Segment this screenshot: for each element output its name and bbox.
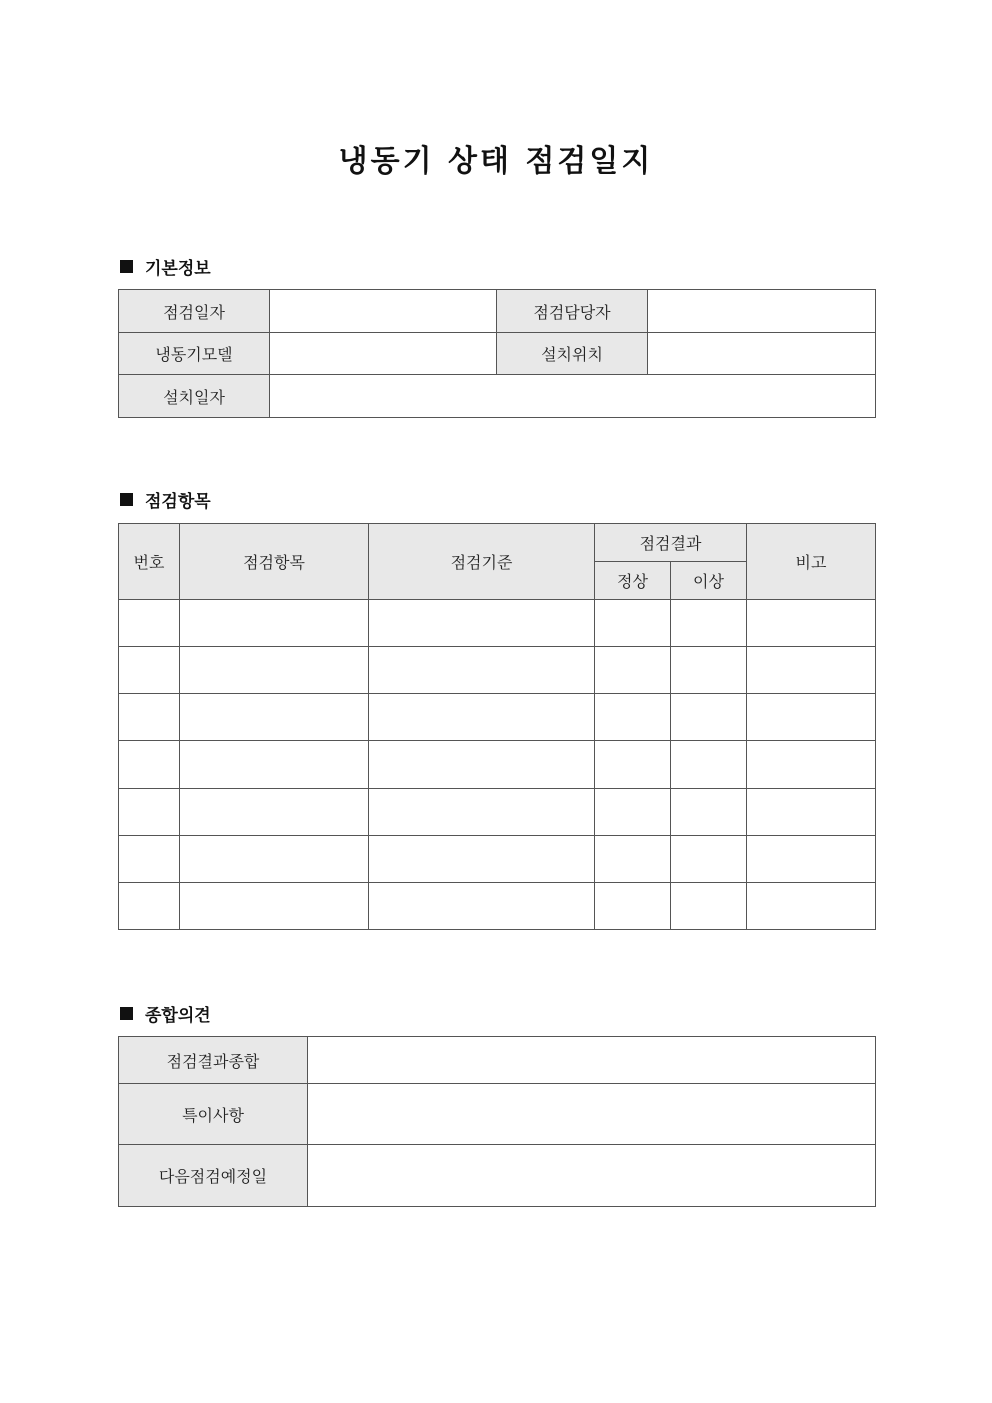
col-normal-header: 정상	[595, 562, 671, 600]
item-cell[interactable]	[180, 647, 369, 694]
abnormal-cell[interactable]	[671, 836, 747, 883]
install-date-label: 설치일자	[119, 375, 270, 418]
inspector-field[interactable]	[648, 290, 876, 333]
table-row	[119, 694, 876, 741]
number-cell[interactable]	[119, 647, 180, 694]
square-bullet-icon	[120, 1007, 133, 1020]
criteria-cell[interactable]	[369, 600, 595, 647]
model-field[interactable]	[270, 333, 497, 375]
item-cell[interactable]	[180, 836, 369, 883]
normal-cell[interactable]	[595, 600, 671, 647]
inspector-label: 점검담당자	[497, 290, 648, 333]
col-item-header: 점검항목	[180, 524, 369, 600]
normal-cell[interactable]	[595, 694, 671, 741]
remarks-cell[interactable]	[747, 741, 876, 789]
summary-table	[118, 1036, 876, 1207]
normal-cell[interactable]	[595, 836, 671, 883]
basic-info-heading-text: 기본정보	[145, 259, 211, 279]
number-cell[interactable]	[119, 836, 180, 883]
inspection-date-field[interactable]	[270, 290, 497, 333]
checklist-heading	[120, 487, 211, 512]
col-result-header: 점검결과	[595, 524, 747, 562]
abnormal-cell[interactable]	[671, 789, 747, 836]
abnormal-cell[interactable]	[671, 600, 747, 647]
number-cell[interactable]	[119, 741, 180, 789]
abnormal-cell[interactable]	[671, 741, 747, 789]
criteria-cell[interactable]	[369, 741, 595, 789]
item-cell[interactable]	[180, 694, 369, 741]
abnormal-cell[interactable]	[671, 883, 747, 930]
col-criteria-header: 점검기준	[369, 524, 595, 600]
table-row	[119, 600, 876, 647]
normal-cell[interactable]	[595, 883, 671, 930]
next-date-label: 다음점검예정일	[119, 1145, 308, 1207]
location-field[interactable]	[648, 333, 876, 375]
table-row	[119, 741, 876, 789]
install-date-field[interactable]	[270, 375, 876, 418]
item-cell[interactable]	[180, 600, 369, 647]
normal-cell[interactable]	[595, 741, 671, 789]
number-cell[interactable]	[119, 694, 180, 741]
table-row	[119, 647, 876, 694]
item-cell[interactable]	[180, 883, 369, 930]
number-cell[interactable]	[119, 883, 180, 930]
remarks-cell[interactable]	[747, 789, 876, 836]
col-abnormal-header: 이상	[671, 562, 747, 600]
remarks-cell[interactable]	[747, 883, 876, 930]
remarks-cell[interactable]	[747, 647, 876, 694]
col-number-header: 번호	[119, 524, 180, 600]
checklist-heading-text: 점검항목	[145, 492, 211, 512]
inspection-date-label: 점검일자	[119, 290, 270, 333]
criteria-cell[interactable]	[369, 789, 595, 836]
remarks-cell[interactable]	[747, 600, 876, 647]
criteria-cell[interactable]	[369, 647, 595, 694]
item-cell[interactable]	[180, 741, 369, 789]
abnormal-cell[interactable]	[671, 694, 747, 741]
criteria-cell[interactable]	[369, 836, 595, 883]
normal-cell[interactable]	[595, 789, 671, 836]
number-cell[interactable]	[119, 600, 180, 647]
number-cell[interactable]	[119, 789, 180, 836]
remarks-cell[interactable]	[747, 694, 876, 741]
criteria-cell[interactable]	[369, 883, 595, 930]
basic-info-heading	[120, 254, 211, 279]
item-cell[interactable]	[180, 789, 369, 836]
basic-info-table	[118, 289, 876, 418]
location-label: 설치위치	[497, 333, 648, 375]
result-summary-field[interactable]	[308, 1037, 876, 1084]
table-row	[119, 883, 876, 930]
model-label: 냉동기모델	[119, 333, 270, 375]
checklist-table	[118, 523, 876, 930]
summary-heading-text: 종합의견	[145, 1006, 211, 1026]
notes-field[interactable]	[308, 1084, 876, 1145]
page-title: 냉동기 상태 점검일지	[338, 144, 654, 179]
table-row	[119, 836, 876, 883]
remarks-cell[interactable]	[747, 836, 876, 883]
square-bullet-icon	[120, 260, 133, 273]
summary-heading	[120, 1001, 211, 1026]
normal-cell[interactable]	[595, 647, 671, 694]
notes-label: 특이사항	[119, 1084, 308, 1145]
abnormal-cell[interactable]	[671, 647, 747, 694]
table-row	[119, 789, 876, 836]
col-remarks-header: 비고	[747, 524, 876, 600]
next-date-field[interactable]	[308, 1145, 876, 1207]
square-bullet-icon	[120, 493, 133, 506]
criteria-cell[interactable]	[369, 694, 595, 741]
result-summary-label: 점검결과종합	[119, 1037, 308, 1084]
